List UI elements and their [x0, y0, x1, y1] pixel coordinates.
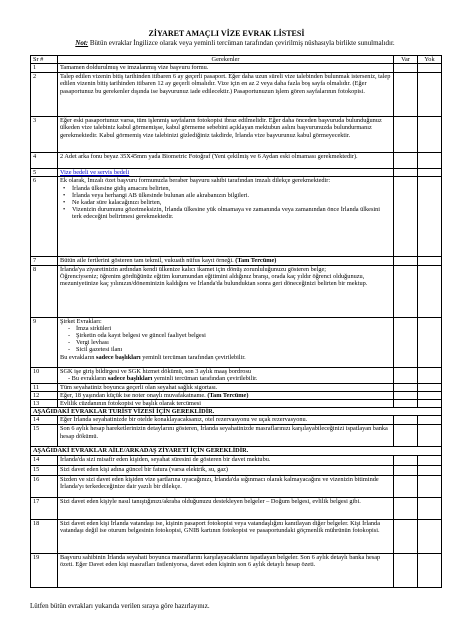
row-text: Sizi davet eden kişiyle nasıl tanıştığınızı/akraba olduğunuzu destekleyen belgeler – Doğum belgesi, evlilik belgesi gibi.: [58, 497, 394, 519]
footer-instruction: Lütfen bütün evrakları yukarıda verilen sıraya göre hazırlayınız.: [30, 602, 210, 610]
table-row: [31, 257, 442, 265]
row-text: İrlanda'da sizi misafir eden kişiden, seyahat süresini de gösteren bir davet mektubu.: [58, 455, 394, 465]
visa-fee-link[interactable]: Vize bedeli ve servis bedeli: [60, 169, 130, 177]
table-row: [31, 497, 442, 519]
row-intro: Ek olarak, İmzalı özet başvuru formunuzla beraber başvuru sahibi tarafından imzalı dilekçe gerekmektedir:: [60, 177, 331, 185]
checkbox-yes[interactable]: [394, 177, 418, 257]
table-header-row: [31, 56, 442, 64]
row-number: 4: [31, 153, 58, 169]
checkbox-yes[interactable]: [394, 367, 418, 383]
row-text: [58, 169, 394, 177]
row-number: 5: [31, 169, 58, 177]
table-row: [31, 73, 442, 117]
row-text: Evlilik cüzdanının fotokopisi ve başlık olarak tercümesi: [58, 400, 394, 408]
checkbox-yes[interactable]: [394, 416, 418, 425]
table-row: [31, 391, 442, 399]
checkbox-no[interactable]: [418, 391, 442, 399]
checkbox-yes[interactable]: [394, 455, 418, 465]
row-text: Sizden ve sizi davet eden kişiden vize şartlarına uyacağınızı, İrlanda'da sığınmacı olarak kalmayacağını ve vizenizin bitiminde İrlanda'yı terkedeceğinize dair yazılı bir dilekçe.: [58, 475, 394, 497]
row-paragraph: Öğrenciyseniz; öğrenim gördüğünüz eğitim kurumundan eğitimini aldığınız branşı, orada kaç yıldır öğrenci olduğunuzu, mezuniyetinize kaç yılınızın/döneminizin kaldığını ve İrlanda'da bulunduktan sonra geri döneceğinizi belirten bir mektup.: [60, 272, 368, 288]
row-number: 16: [31, 475, 58, 497]
row-text: [58, 257, 394, 265]
row-translation-note: [60, 354, 391, 361]
section-heading: AŞAĞIDAKİ EVRAKLAR AİLE/ARKADAŞ ZİYARETİ İÇİN GEREKLİDİR.: [31, 447, 442, 455]
table-row: [31, 383, 442, 391]
row-number: 17: [31, 497, 58, 519]
note-part: - Bu evrakların: [68, 374, 108, 382]
checkbox-no[interactable]: [418, 64, 442, 73]
visa-document-checklist-table: [30, 55, 442, 588]
section-heading-tourist: [31, 408, 442, 416]
row-text: Sizi davet eden kişi adına güncel bir fatura (varsa elektrik, su, gaz): [58, 465, 394, 475]
header-no: Yok: [418, 56, 442, 64]
list-item: • İrlanda veya herhangi AB ülkesinde bulunan aile akrabanızın bilgileri.: [60, 192, 391, 199]
row-text: Eğer eski pasaportunuz varsa, tüm işlenmiş sayfaların fotokopisi ibraz edilmelidir. Eğer daha önceden başvuruda bulunduğunuz ülkeden vize talebiniz kabul görmemişse, kabul görmeme sebebini açıklayan mektubun aslını başvurunuzda bulundurmanız gerekmektedir. Kabul görmemiş vize talebinizi gizlediğiniz takdirde, İrlanda vize başvurunuz kabul görmeyecektir.: [58, 117, 394, 153]
checkbox-yes[interactable]: [394, 257, 418, 265]
checkbox-no[interactable]: [418, 497, 442, 519]
header-sr: Sr #: [31, 56, 58, 64]
table-row: [31, 153, 442, 169]
row-main-text: Eğer, 18 yaşından küçük ise noter onaylı muvafakatname.: [60, 391, 206, 399]
row-line: SGK işe giriş bildirgesi ve SGK hizmet dökümü, son 3 aylık maaş bordrosu: [60, 367, 252, 375]
row-number: 6: [31, 177, 58, 257]
row-number: 12: [31, 391, 58, 399]
checkbox-yes[interactable]: [394, 317, 418, 367]
table-row: [31, 317, 442, 367]
checkbox-no[interactable]: [418, 475, 442, 497]
row-number: 15: [31, 425, 58, 447]
note-part: yeminli tercüman tarafından çevirilebilir.: [140, 353, 246, 361]
checkbox-yes[interactable]: [394, 519, 418, 553]
checkbox-yes[interactable]: [394, 117, 418, 153]
checkbox-yes[interactable]: [394, 153, 418, 169]
checkbox-yes[interactable]: [394, 383, 418, 391]
row-number: 19: [31, 553, 58, 587]
row-text: Tamamen doldurulmuş ve imzalanmış vize başvuru formu.: [58, 64, 394, 73]
note-part: yeminli tercüman tarafından çevirilebilir.: [152, 374, 258, 382]
checkbox-no[interactable]: [418, 265, 442, 317]
row-number: 9: [31, 317, 58, 367]
table-row: [31, 400, 442, 408]
row-number: 18: [31, 519, 58, 553]
table-row: [31, 64, 442, 73]
table-row: [31, 265, 442, 317]
table-row: [31, 425, 442, 447]
table-row: [31, 367, 442, 383]
translation-note: [55, 39, 415, 47]
full-translation-note: (Tam Tercüme): [233, 257, 277, 265]
checkbox-no[interactable]: [418, 117, 442, 153]
list-item: • İrlanda ülkesine gidiş amacını belirten,: [60, 185, 391, 192]
list-item: - Vergi levhası: [60, 339, 391, 346]
row-number: 11: [31, 383, 58, 391]
dash-list: [60, 325, 391, 354]
checkbox-yes[interactable]: [394, 475, 418, 497]
note-part: Bu evrakların: [60, 353, 97, 361]
list-item: - İmza sirküleri: [60, 325, 391, 332]
header-yes: Var: [394, 56, 418, 64]
note-emphasis: sadece başlıkları: [107, 374, 153, 382]
checkbox-yes[interactable]: [394, 465, 418, 475]
checkbox-yes[interactable]: [394, 169, 418, 177]
table-row: [31, 519, 442, 553]
row-number: 14: [31, 455, 58, 465]
table-row: [31, 465, 442, 475]
row-text: [58, 317, 394, 367]
table-row: [31, 553, 442, 587]
table-row: [31, 455, 442, 465]
table-row: [31, 117, 442, 153]
row-number: 2: [31, 73, 58, 117]
row-translation-note: [60, 375, 391, 382]
row-main-text: Bütün aile fertlerini gösteren tam tekmil, vukuath nüfus kayıt örneği.: [60, 257, 234, 265]
checkbox-no[interactable]: [418, 153, 442, 169]
table-row: [31, 475, 442, 497]
row-number: 14: [31, 416, 58, 425]
checkbox-no[interactable]: [418, 465, 442, 475]
list-item: • Vizenizin durumunu gözetmeksizin, İrlanda ülkesine yük olmamaya ve zamanında veya zamanından önce İrlanda ülkesini terk edeceğini belirtmesi gerekmektedir.: [60, 206, 391, 220]
checkbox-no[interactable]: [418, 519, 442, 553]
checkbox-no[interactable]: [418, 425, 442, 447]
row-text: Sizi davet eden kişi İrlanda vatandaşı ise, kişinin pasaport fotokopisi veya vatandaşlığını kanıtlayan diğer belgeler. Kişi İrlanda vatandaşı değil ise oturum belgesinin fotokopisi, GNIB kartının fotokopisi ve pasaportundaki göçmenlik mührünün fotokopisi.: [58, 519, 394, 553]
table-row: [31, 177, 442, 257]
row-intro: Şirket Evrakları:: [60, 317, 102, 325]
checkbox-yes[interactable]: [394, 400, 418, 408]
list-item: • Ne kadar süre kalacağınızı belirten,: [60, 199, 391, 206]
row-number: 10: [31, 367, 58, 383]
row-number: 7: [31, 257, 58, 265]
row-text: Tüm seyahatiniz boyunca geçerli olan seyahat sağlık sigortası.: [58, 383, 394, 391]
list-item: - Şirketin oda kayıt belgesi ve güncel faaliyet belgesi: [60, 332, 391, 339]
checkbox-no[interactable]: [418, 367, 442, 383]
row-text: [58, 367, 394, 383]
note-text: Bütün evraklar İngilizce olarak veya yeminli tercüman tarafından çevirilmiş nüshasıyla birlikte sunulmalıdır.: [88, 39, 395, 47]
row-paragraph: İrlanda'ya ziyaretinizin ardından kendi ülkenize kalıcı ikamet için dönüş zorunluluğunuzu gösteren belge;: [60, 265, 327, 273]
checkbox-no[interactable]: [418, 416, 442, 425]
document-title: ZİYARET AMAÇLI VİZE EVRAK LİSTESİ: [148, 29, 305, 38]
checkbox-yes[interactable]: [394, 73, 418, 117]
checkbox-yes[interactable]: [394, 553, 418, 587]
checkbox-no[interactable]: [418, 169, 442, 177]
table-row: [31, 169, 442, 177]
row-number: 15: [31, 465, 58, 475]
checkbox-no[interactable]: [418, 553, 442, 587]
row-text: Son 6 aylık hesap hareketlerinizin detaylarını gösteren, İrlanda seyahatinizde masraflarınızı karşılayabileceğinizi ispatlayan banka hesap dökümü.: [58, 425, 394, 447]
checkbox-no[interactable]: [418, 73, 442, 117]
checkbox-no[interactable]: [418, 257, 442, 265]
row-text: Talep edilen vizenin bitiş tarihinden itibaren 6 ay geçerli pasaport. Eğer daha uzun süreli vize talebinden bulunmak isterseniz, talep edilen vizenin bitiş tarihinden itibaren 12 ay geçerli olmalıdır. Vize için en az 2 veya daha fazla boş sayfa olmalıdır. (Eğer pasaportunuz bu gerekenler dışında ise başvurunuz iade edilecektir.) Pasaportunuzun işlem gören sayfalarının fotokopisi.: [58, 73, 394, 117]
checkbox-yes[interactable]: [394, 265, 418, 317]
checkbox-no[interactable]: [418, 455, 442, 465]
row-text: 2 Adet arka fonu beyaz 35X45mm yada Biometric Fotoğraf (Yeni çekilmiş ve 6 Aydan eski olmaması gerekmektedir).: [58, 153, 394, 169]
row-number: 8: [31, 265, 58, 317]
section-heading-family: [31, 447, 442, 455]
section-heading: AŞAĞIDAKİ EVRAKLAR TURİST VİZESİ İÇİN GEREKLİDİR.: [31, 408, 442, 416]
bullet-list: [60, 185, 391, 221]
note-label: Not:: [75, 39, 89, 47]
row-text: [58, 391, 394, 399]
row-text: [58, 265, 394, 317]
table-row: [31, 416, 442, 425]
checkbox-yes[interactable]: [394, 64, 418, 73]
checkbox-no[interactable]: [418, 177, 442, 257]
row-text: Eğer İrlanda seyahatinizde bir otelde konaklayacaksanız, otel rezervasyonu ve uçak rezervasyonu.: [58, 416, 394, 425]
row-number: 3: [31, 117, 58, 153]
header-requirements: Gerekenler: [58, 56, 394, 64]
row-text: Başvuru sahibinin İrlanda seyahati boyunca masraflarını karşılayacaklarını ispatlayan belgeler. Son 6 aylık detaylı banka hesap özeti. Eğer Davet eden kişi masrafları üstleniyorsa, davet eden kişinin son 6 aylık detaylı hesap özeti.: [58, 553, 394, 587]
checkbox-yes[interactable]: [394, 391, 418, 399]
full-translation-note: (Tam Tercüme): [205, 391, 249, 399]
list-item: - Sicil gazetesi ilanı: [60, 346, 391, 353]
row-number: 13: [31, 400, 58, 408]
checkbox-yes[interactable]: [394, 497, 418, 519]
checkbox-no[interactable]: [418, 317, 442, 367]
row-number: 1: [31, 64, 58, 73]
checkbox-no[interactable]: [418, 400, 442, 408]
note-emphasis: sadece başlıkları: [96, 353, 141, 361]
row-text: [58, 177, 394, 257]
checkbox-no[interactable]: [418, 383, 442, 391]
checkbox-yes[interactable]: [394, 425, 418, 447]
